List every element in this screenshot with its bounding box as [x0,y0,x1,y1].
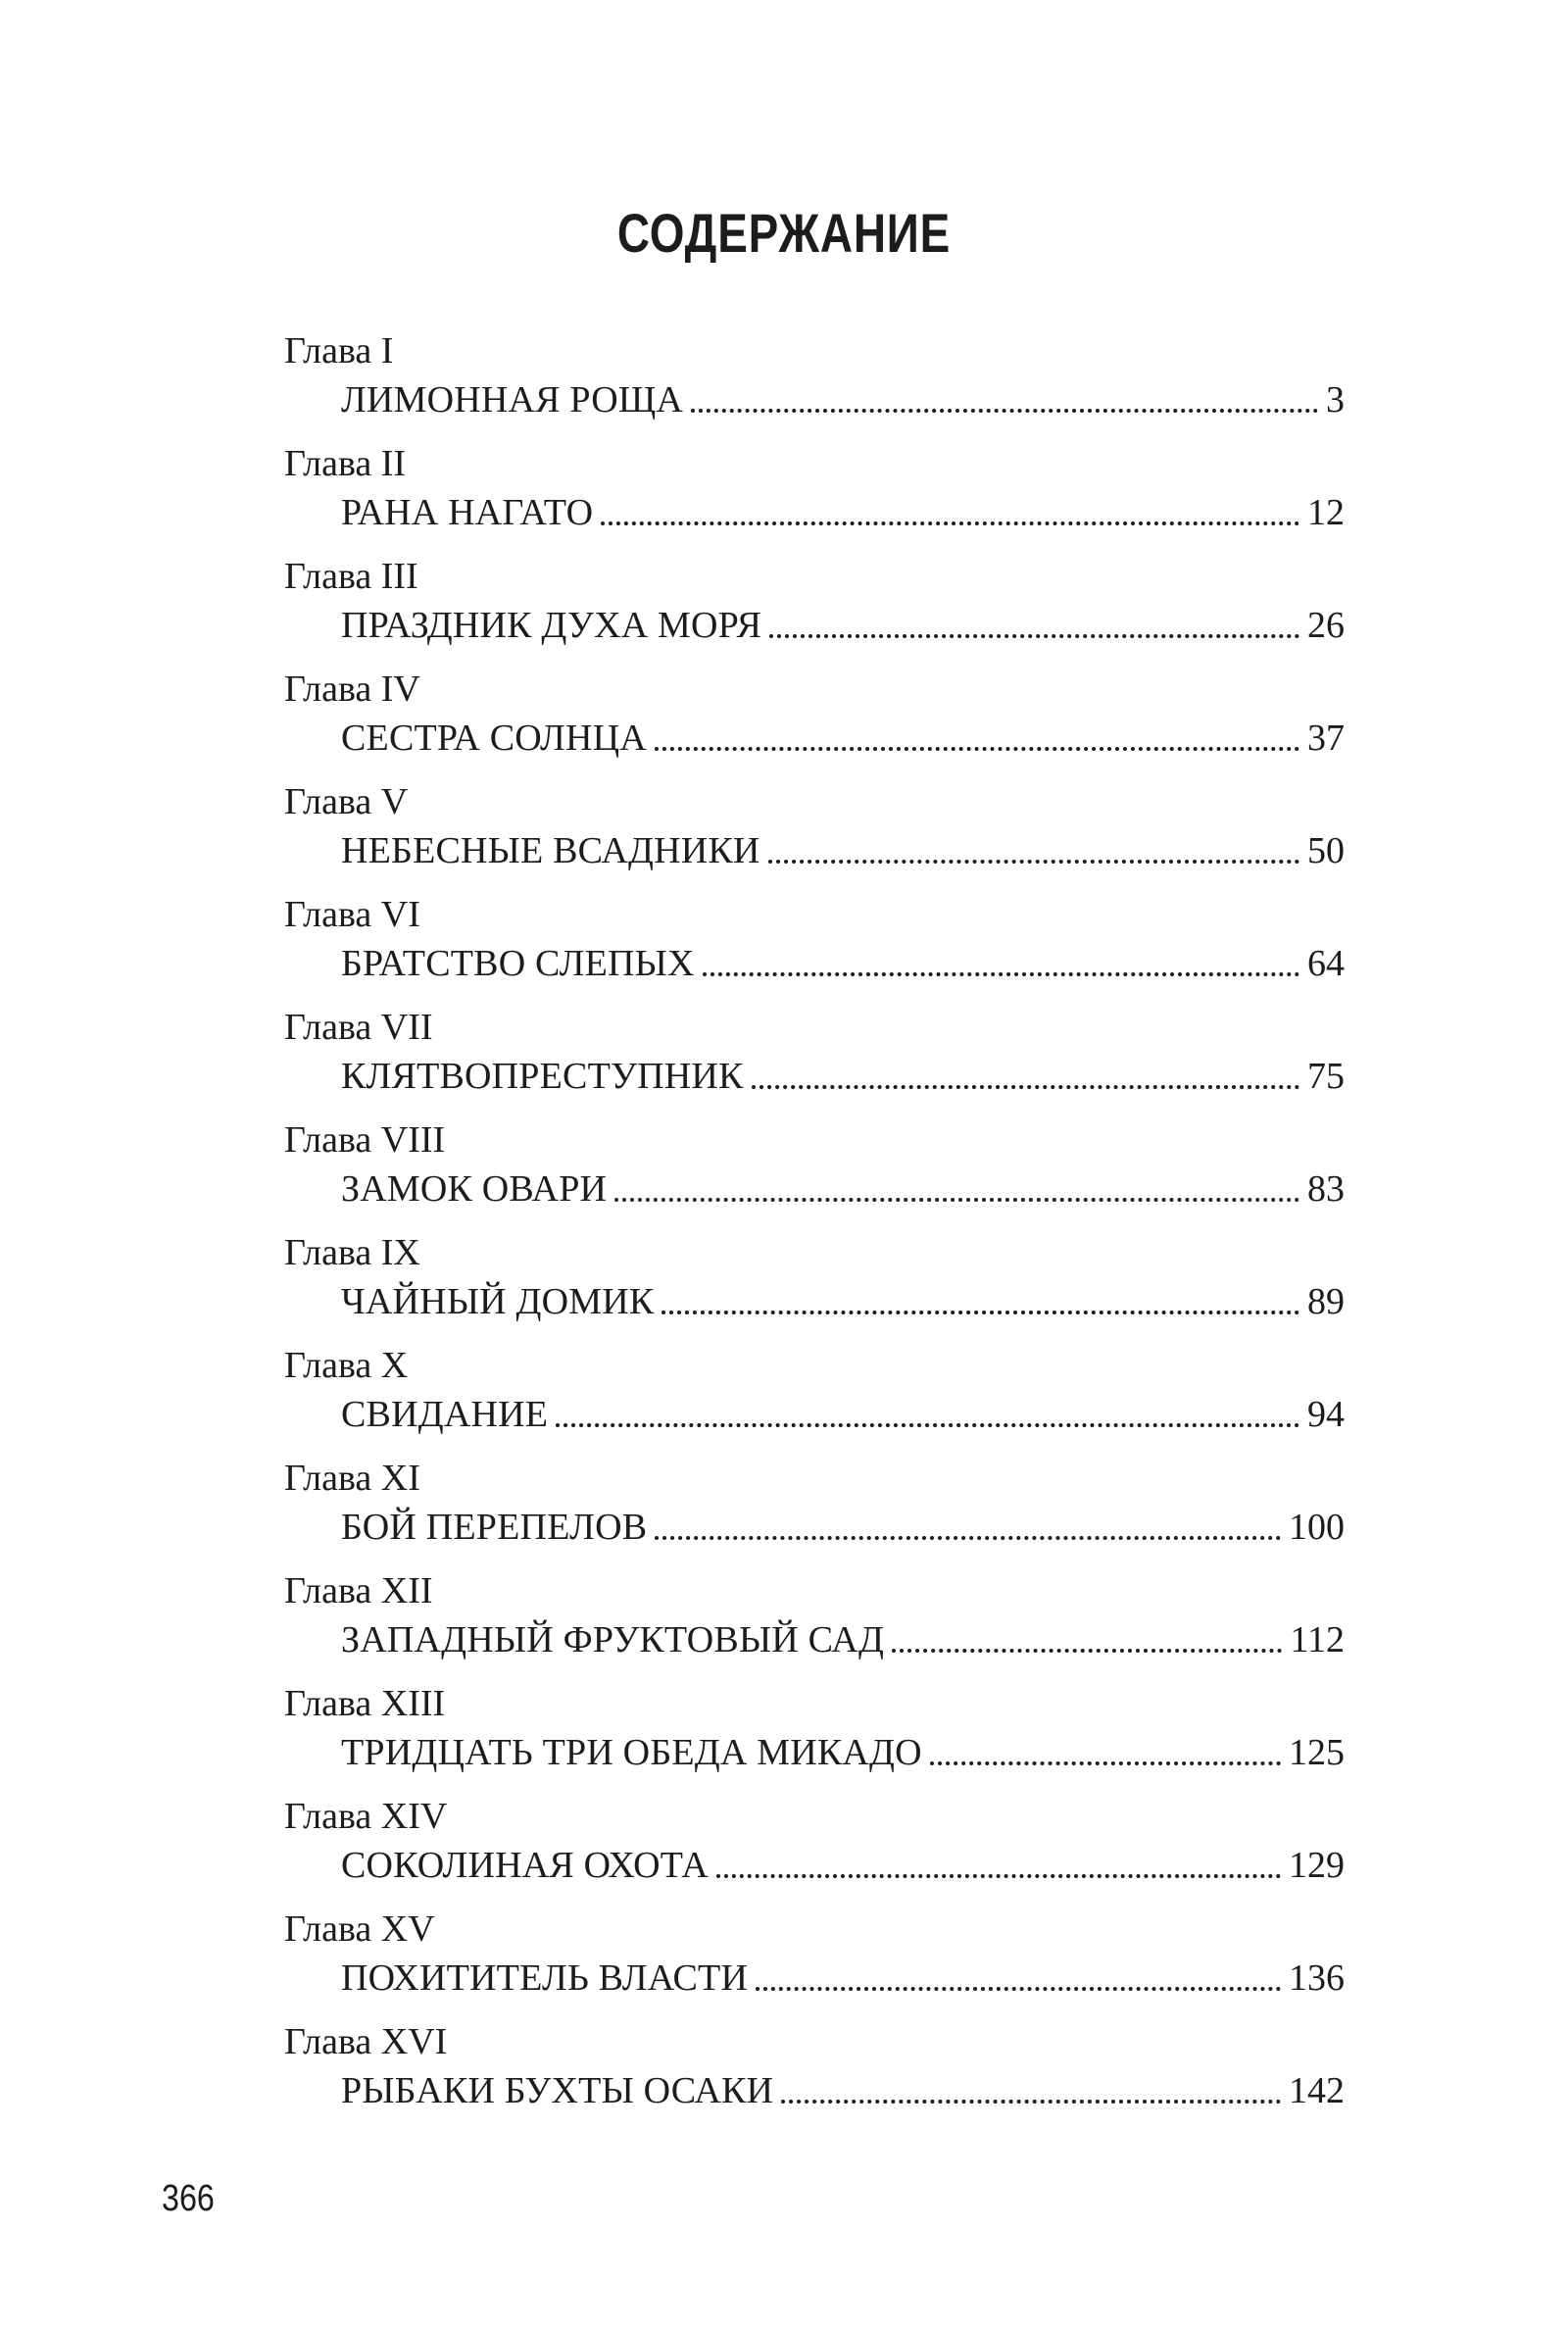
toc-row [341,1503,1345,1552]
toc-entry [284,777,1345,890]
toc-entry [284,1792,1345,1905]
toc-entry [284,1115,1345,1228]
chapter-number: Глава X [284,1345,409,1386]
toc-entry [284,439,1345,552]
page-number: 64 [1307,943,1345,984]
chapter-title: СВИДАНИЕ [341,1394,549,1435]
dot-leader [769,634,1299,638]
toc-row [341,1390,1345,1439]
page-number: 112 [1290,1619,1345,1660]
chapter-title: НЕБЕСНЫЕ ВСАДНИКИ [341,830,760,871]
page-number: 100 [1289,1507,1345,1548]
toc-entry [284,326,1345,439]
page-number: 50 [1307,830,1345,871]
chapter-title: РЫБАКИ БУХТЫ ОСАКИ [341,2070,774,2111]
chapter-number: Глава V [284,781,409,822]
page-number: 26 [1307,605,1345,646]
chapter-title: ТРИДЦАТЬ ТРИ ОБЕДА МИКАДО [341,1732,922,1773]
toc-row [341,714,1345,763]
toc-row [341,1728,1345,1777]
chapter-number: Глава VII [284,1007,433,1048]
toc-entry [284,1679,1345,1792]
chapter-title: ЛИМОННАЯ РОЩА [341,379,684,421]
toc-row [341,1277,1345,1326]
page-number: 37 [1307,718,1345,759]
toc-row [341,939,1345,988]
dot-leader [930,1761,1281,1765]
dot-leader [781,2100,1281,2104]
page-number: 12 [1307,492,1345,533]
toc-entry [284,1341,1345,1454]
toc-row [341,1164,1345,1214]
toc-entry [284,1228,1345,1341]
page-number: 75 [1307,1056,1345,1097]
chapter-title: СЕСТРА СОЛНЦА [341,718,647,759]
toc-row [341,1615,1345,1664]
dot-leader [601,521,1299,525]
chapter-number: Глава III [284,556,418,597]
chapter-number: Глава I [284,330,394,371]
chapter-number: Глава XIII [284,1683,446,1724]
dot-leader [655,1536,1281,1540]
page-number: 125 [1289,1732,1345,1773]
dot-leader [703,972,1299,976]
toc-entry [284,1003,1345,1115]
toc-row [341,1841,1345,1890]
chapter-title: ЗАПАДНЫЙ ФРУКТОВЫЙ САД [341,1619,885,1660]
chapter-number: Глава VI [284,894,420,935]
toc-row [341,375,1345,424]
folio-page-number: 366 [162,2178,215,2219]
page-number: 83 [1307,1168,1345,1210]
toc-entry [284,665,1345,777]
toc-entry [284,1566,1345,1679]
dot-leader [768,860,1299,864]
chapter-title: РАНА НАГАТО [341,492,594,533]
toc-row [341,488,1345,537]
toc-entry [284,890,1345,1003]
toc-row [341,826,1345,875]
dot-leader [655,747,1299,751]
dot-leader [556,1423,1299,1427]
chapter-number: Глава XVI [284,2021,448,2062]
toc-entry [284,2017,1345,2130]
dot-leader [752,1085,1299,1089]
chapter-number: Глава XII [284,1570,433,1611]
chapter-title: СОКОЛИНАЯ ОХОТА [341,1845,709,1886]
page-number: 94 [1307,1394,1345,1435]
dot-leader [662,1311,1299,1314]
chapter-number: Глава VIII [284,1119,446,1161]
page-number: 129 [1289,1845,1345,1886]
dot-leader [716,1874,1281,1878]
page-number: 136 [1289,1957,1345,1999]
dot-leader [892,1649,1282,1653]
chapter-title: ЗАМОК ОВАРИ [341,1168,608,1210]
chapter-title: БОЙ ПЕРЕПЕЛОВ [341,1507,648,1548]
chapter-title: КЛЯТВОПРЕСТУПНИК [341,1056,744,1097]
chapter-number: Глава II [284,443,407,484]
chapter-number: Глава XIV [284,1796,448,1837]
page-number: 89 [1307,1281,1345,1322]
chapter-title: ЧАЙНЫЙ ДОМИК [341,1281,655,1322]
page-number: 3 [1326,379,1345,421]
chapter-number: Глава XV [284,1908,435,1950]
toc-row [341,1052,1345,1101]
toc-row [341,601,1345,650]
toc-row [341,1954,1345,2003]
dot-leader [756,1987,1281,1991]
chapter-number: Глава IV [284,669,420,710]
chapter-title: ПОХИТИТЕЛЬ ВЛАСТИ [341,1957,749,1999]
dot-leader [614,1198,1299,1202]
toc-row [341,2066,1345,2115]
toc-entry [284,552,1345,665]
dot-leader [691,409,1318,413]
table-of-contents [284,326,1345,2130]
chapter-title: ПРАЗДНИК ДУХА МОРЯ [341,605,762,646]
chapter-number: Глава XI [284,1458,420,1499]
page-number: 142 [1289,2070,1345,2111]
toc-entry [284,1905,1345,2017]
toc-entry [284,1454,1345,1566]
chapter-number: Глава IX [284,1232,420,1273]
chapter-title: БРАТСТВО СЛЕПЫХ [341,943,695,984]
page-title: СОДЕРЖАНИЕ [616,202,952,264]
